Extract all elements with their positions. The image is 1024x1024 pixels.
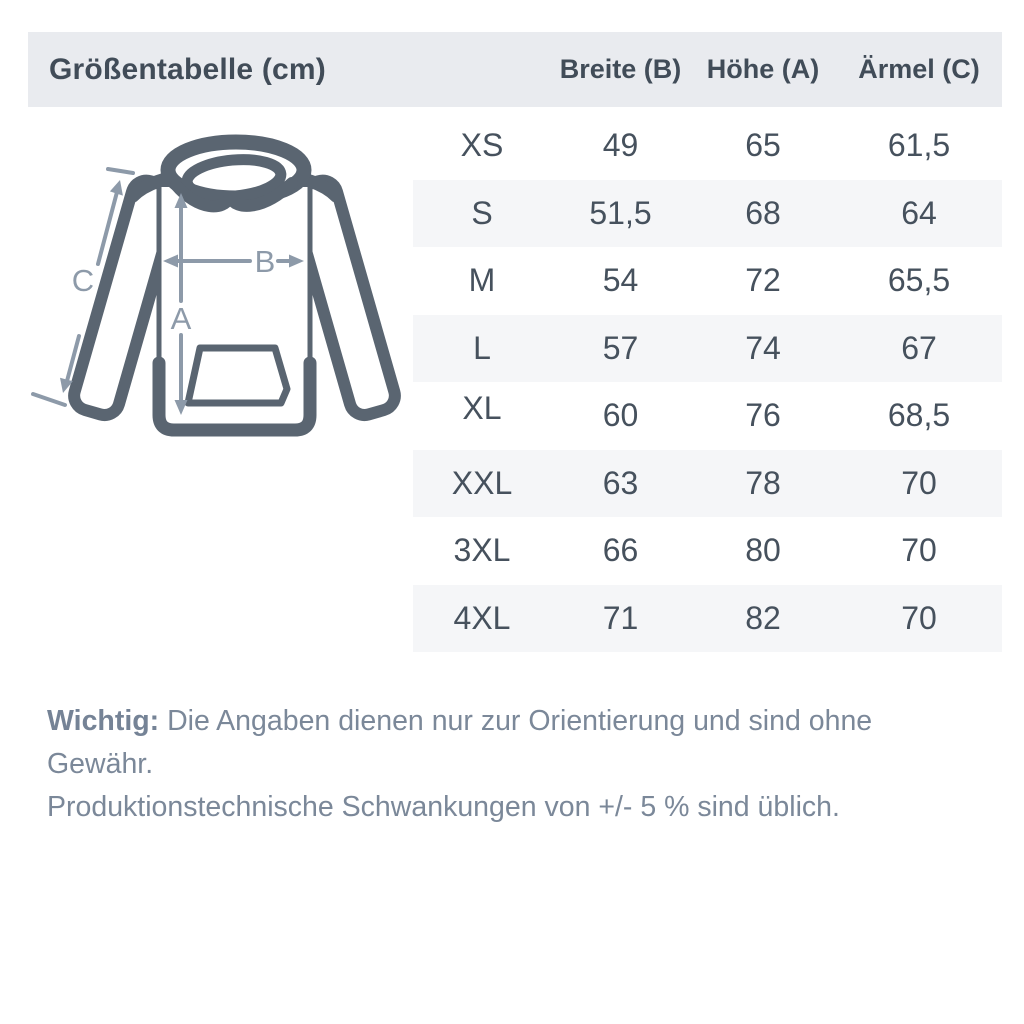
aermel-cell: 61,5 [887, 127, 951, 164]
table-row [28, 517, 1002, 585]
breite-cell: 54 [602, 262, 639, 299]
aermel-cell: 64 [836, 180, 1002, 248]
label-a: A [170, 301, 192, 336]
column-header-breite: Breite (B) [559, 54, 682, 84]
aermel-cell: 70 [901, 532, 937, 569]
hoehe-cell: 72 [745, 262, 781, 299]
hoehe-cell: 80 [745, 532, 781, 569]
size-cell: XL [462, 390, 502, 427]
aermel-cell: 70 [836, 585, 1002, 653]
column-header-aermel: Ärmel (C) [858, 54, 980, 84]
breite-cell: 57 [551, 315, 690, 383]
breite-cell: 71 [551, 585, 690, 653]
hoodie-measurement-diagram [30, 125, 430, 455]
table-header [28, 32, 1002, 107]
breite-cell: 60 [602, 397, 639, 434]
hoehe-cell: 78 [690, 450, 836, 518]
aermel-cell: 68,5 [887, 397, 951, 434]
arrowhead-c-up [110, 180, 123, 196]
size-cell: L [413, 315, 551, 383]
size-cell: XS [460, 127, 504, 164]
breite-cell: 49 [602, 127, 639, 164]
breite-cell: 66 [602, 532, 639, 569]
column-header-hoehe: Höhe (A) [706, 54, 820, 84]
aermel-cell: 65,5 [887, 262, 951, 299]
disclaimer-line2: Produktionstechnische Schwankungen von +/- 5 % sind üblich. [47, 790, 840, 823]
table-row [28, 585, 1002, 653]
table-row [28, 450, 1002, 518]
size-cell: 3XL [453, 532, 511, 569]
aermel-cell: 70 [836, 450, 1002, 518]
hoehe-cell: 76 [745, 397, 781, 434]
page-title: Größentabelle (cm) [49, 52, 326, 86]
size-cell: S [413, 180, 551, 248]
breite-cell: 63 [551, 450, 690, 518]
label-b: B [254, 244, 276, 279]
disclaimer-note [47, 700, 977, 829]
disclaimer-bold: Wichtig: [47, 704, 160, 737]
pocket [188, 348, 287, 403]
hoehe-cell: 68 [690, 180, 836, 248]
hoehe-cell: 74 [690, 315, 836, 383]
breite-cell: 51,5 [551, 180, 690, 248]
size-cell: XXL [413, 450, 551, 518]
aermel-cell: 67 [836, 315, 1002, 383]
disclaimer-line1: Die Angaben dienen nur zur Orientierung und sind ohne Gewähr. [47, 704, 873, 780]
hoodie-icon [30, 125, 430, 455]
hoehe-cell: 65 [745, 127, 781, 164]
size-cell: 4XL [413, 585, 551, 653]
hoehe-cell: 82 [690, 585, 836, 653]
label-c: C [71, 263, 95, 298]
size-cell: M [468, 262, 496, 299]
